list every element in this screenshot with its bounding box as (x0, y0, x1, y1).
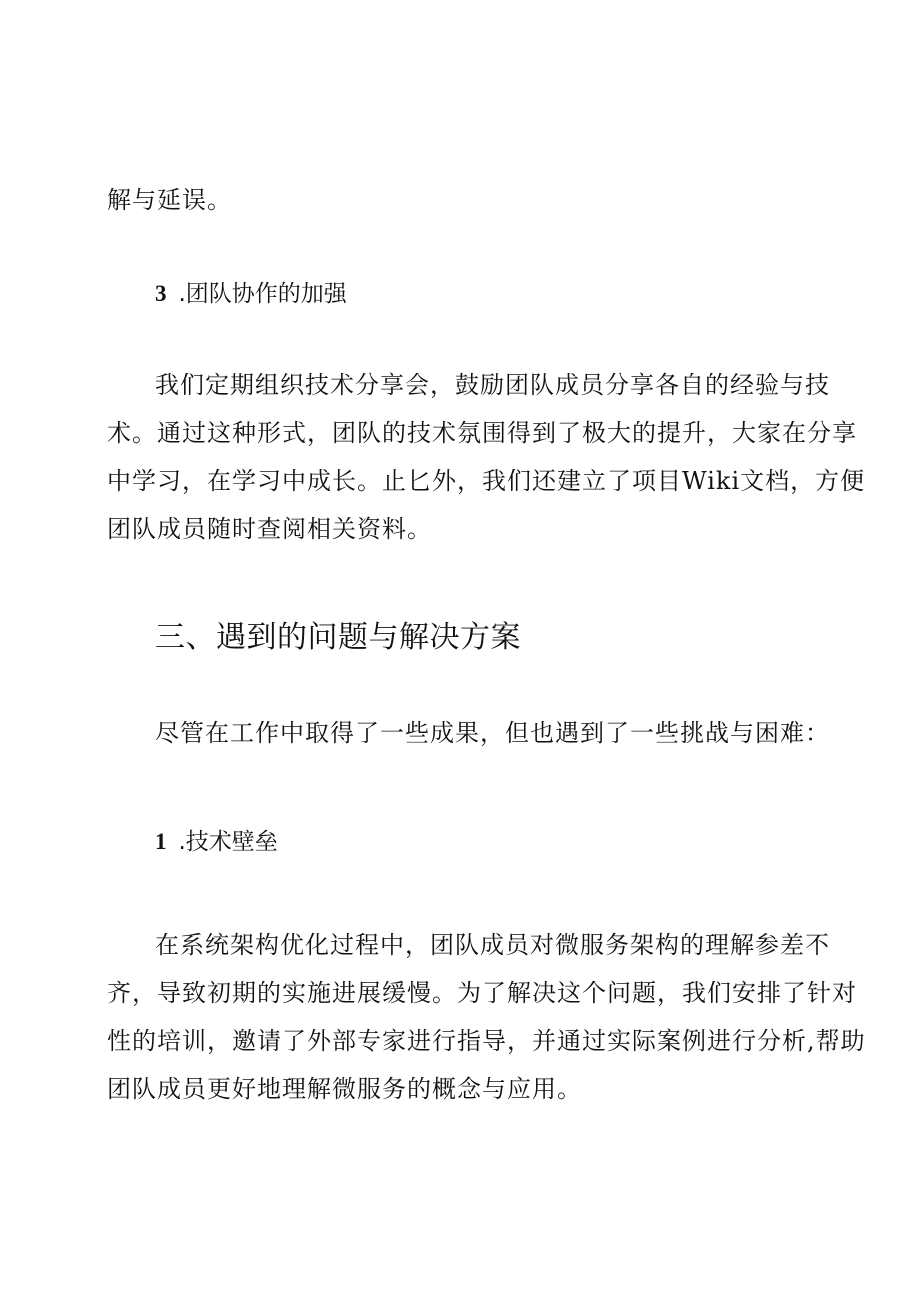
paragraph-line: 我们定期组织技术分享会，鼓励团队成员分享各自的经验与技 (155, 371, 830, 399)
subheading-team-collaboration (155, 279, 347, 309)
paragraph-line: 团队成员更好地理解微服务的概念与应用。 (107, 1075, 582, 1103)
subheading-number: 1 (155, 829, 167, 854)
paragraph-line: 术。通过这种形式，团队的技术氛围得到了极大的提升，大家在分享 (107, 419, 857, 447)
paragraph-line: 在系统架构优化过程中，团队成员对微服务架构的理解参差不 (155, 931, 830, 959)
subheading-title: .技术壁垒 (178, 829, 278, 855)
subheading-tech-barrier (155, 827, 278, 857)
paragraph-line: 齐，导致初期的实施进展缓慢。为了解决这个问题，我们安排了针对 (107, 979, 857, 1007)
paragraph-line: 性的培训，邀请了外部专家进行指导，并通过实际案例进行分析,帮助 (107, 1027, 866, 1055)
paragraph-continuation: 解与延误。 (107, 186, 232, 214)
paragraph-line: 团队成员随时查阅相关资料。 (107, 515, 432, 543)
section-heading: 三、遇到的问题与解决方案 (155, 620, 521, 655)
subheading-title: .团队协作的加强 (178, 281, 347, 307)
intro-paragraph: 尽管在工作中取得了一些成果，但也遇到了一些挑战与困难： (155, 719, 830, 747)
subheading-number: 3 (155, 281, 167, 306)
paragraph-line: 中学习，在学习中成长。止匕外，我们还建立了项目Wiki文档，方便 (107, 467, 866, 495)
